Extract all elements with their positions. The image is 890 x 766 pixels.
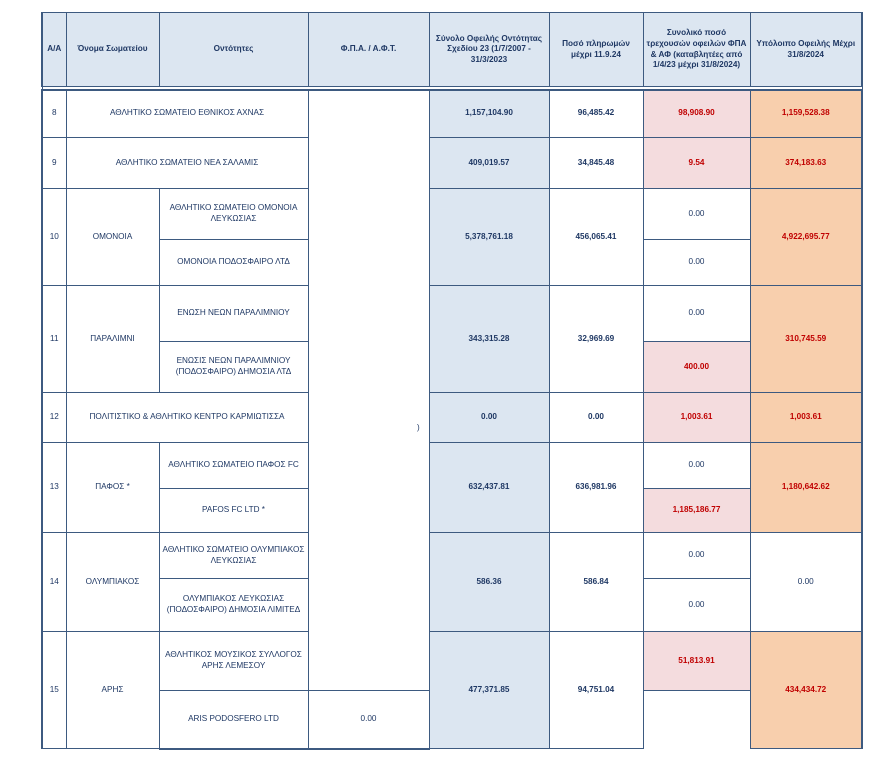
table-row [42,138,862,189]
row-aa: 11 [42,286,66,393]
header-current-vat: Συνολικό ποσό τρεχουσών οφειλών ΦΠΑ & ΑΦ (καταβλητέες από 1/4/23 μέχρι 31/8/2024) [643,13,750,87]
row-balance: 1,180,642.62 [750,443,862,533]
row-entity-2: ΟΛΥΜΠΙΑΚΟΣ ΛΕΥΚΩΣΙΑΣ (ΠΟΔΟΣΦΑΙΡΟ) ΔΗΜΟΣΙΑ ΛΙΜΙΤΕΔ [159,579,308,632]
row-aa: 13 [42,443,66,533]
row-club-name: ΟΜΟΝΟΙΑ [66,189,159,286]
row-paid: 34,845.48 [549,138,643,189]
header-aa: Α/Α [42,13,66,87]
row-entity-1: ΑΘΛΗΤΙΚΟ ΣΩΜΑΤΕΙΟ ΠΑΦΟΣ FC [159,443,308,489]
row-aa: 10 [42,189,66,286]
row-total-debt: 409,019.57 [429,138,549,189]
row-current-vat-2: 0.00 [643,240,750,286]
vat-column-blank [308,90,429,691]
row-club-name: ΠΑΦΟΣ * [66,443,159,533]
row-club-name: ΑΡΗΣ [66,632,159,749]
row-entity-1: ΑΘΛΗΤΙΚΟΣ ΜΟΥΣΙΚΟΣ ΣΥΛΛΟΓΟΣ ΑΡΗΣ ΛΕΜΕΣΟΥ [159,632,308,691]
header-balance: Υπόλοιπο Οφειλής Μέχρι 31/8/2024 [750,13,862,87]
row-balance: 1,003.61 [750,393,862,443]
row-current-vat-1: 0.00 [643,286,750,342]
row-aa: 8 [42,90,66,138]
table-row [42,90,862,138]
row-paid: 586.84 [549,533,643,632]
row-paid: 32,969.69 [549,286,643,393]
row-entity-2: PAFOS FC LTD * [159,489,308,533]
row-current-vat-1: 51,813.91 [643,632,750,691]
header-paid: Ποσό πληρωμών μέχρι 11.9.24 [549,13,643,87]
row-club-name: ΑΘΛΗΤΙΚΟ ΣΩΜΑΤΕΙΟ ΕΘΝΙΚΟΣ ΑΧΝΑΣ [66,90,308,138]
row-balance: 1,159,528.38 [750,90,862,138]
row-current-vat-2: 0.00 [643,579,750,632]
table-row [42,393,862,443]
row-current-vat-1: 0.00 [643,443,750,489]
row-current-vat-1: 0.00 [643,189,750,240]
row-paid: 0.00 [549,393,643,443]
row-total-debt: 632,437.81 [429,443,549,533]
row-paid: 94,751.04 [549,632,643,749]
row-total-debt: 477,371.85 [429,632,549,749]
row-entity-1: ΑΘΛΗΤΙΚΟ ΣΩΜΑΤΕΙΟ ΟΛΥΜΠΙΑΚΟΣ ΛΕΥΚΩΣΙΑΣ [159,533,308,579]
stray-parenthesis: ) [417,423,420,432]
row-paid: 636,981.96 [549,443,643,533]
row-balance: 434,434.72 [750,632,862,749]
row-entity-2: ΕΝΩΣΙΣ ΝΕΩΝ ΠΑΡΑΛΙΜΝΙΟΥ (ΠΟΔΟΣΦΑΙΡΟ) ΔΗΜΟΣΙΑ ΛΤΔ [159,342,308,393]
row-total-debt: 0.00 [429,393,549,443]
row-club-name: ΠΑΡΑΛΙΜΝΙ [66,286,159,393]
table-row [42,443,862,489]
table-row [42,533,862,579]
row-paid: 96,485.42 [549,90,643,138]
header-row [42,13,862,87]
row-balance: 4,922,695.77 [750,189,862,286]
row-total-debt: 5,378,761.18 [429,189,549,286]
header-club-name: Όνομα Σωματείου [66,13,159,87]
row-aa: 12 [42,393,66,443]
row-current-vat-2: 1,185,186.77 [643,489,750,533]
row-aa: 9 [42,138,66,189]
row-current-vat: 98,908.90 [643,90,750,138]
debt-table [41,12,863,750]
row-entity-2: ΟΜΟΝΟΙΑ ΠΟΔΟΣΦΑΙΡΟ ΛΤΔ [159,240,308,286]
row-paid: 456,065.41 [549,189,643,286]
row-entity-2: ARIS PODOSFERO LTD [159,691,308,749]
row-aa: 15 [42,632,66,749]
row-total-debt: 343,315.28 [429,286,549,393]
header-total-debt: Σύνολο Οφειλής Οντότητας Σχεδίου 23 (1/7/2007 - 31/3/2023 [429,13,549,87]
row-entity-1: ΕΝΩΣΗ ΝΕΩΝ ΠΑΡΑΛΙΜΝΙΟΥ [159,286,308,342]
table-row [42,286,862,342]
row-entity-1: ΑΘΛΗΤΙΚΟ ΣΩΜΑΤΕΙΟ ΟΜΟΝΟΙΑ ΛΕΥΚΩΣΙΑΣ [159,189,308,240]
header-vat: Φ.Π.Α. / Α.Φ.Τ. [308,13,429,87]
header-entities: Οντότητες [159,13,308,87]
row-current-vat-1: 0.00 [643,533,750,579]
row-club-name: ΑΘΛΗΤΙΚΟ ΣΩΜΑΤΕΙΟ ΝΕΑ ΣΑΛΑΜΙΣ [66,138,308,189]
row-club-name: ΟΛΥΜΠΙΑΚΟΣ [66,533,159,632]
row-balance: 310,745.59 [750,286,862,393]
row-current-vat: 9.54 [643,138,750,189]
row-current-vat-2: 0.00 [308,691,429,749]
row-total-debt: 1,157,104.90 [429,90,549,138]
table-row [42,632,862,691]
row-balance: 0.00 [750,533,862,632]
row-club-name: ΠΟΛΙΤΙΣΤΙΚΟ & ΑΘΛΗΤΙΚΟ ΚΕΝΤΡΟ ΚΑΡΜΙΩΤΙΣΣΑ [66,393,308,443]
row-balance: 374,183.63 [750,138,862,189]
row-total-debt: 586.36 [429,533,549,632]
row-current-vat: 1,003.61 [643,393,750,443]
row-aa: 14 [42,533,66,632]
row-current-vat-2: 400.00 [643,342,750,393]
table-row [42,189,862,240]
